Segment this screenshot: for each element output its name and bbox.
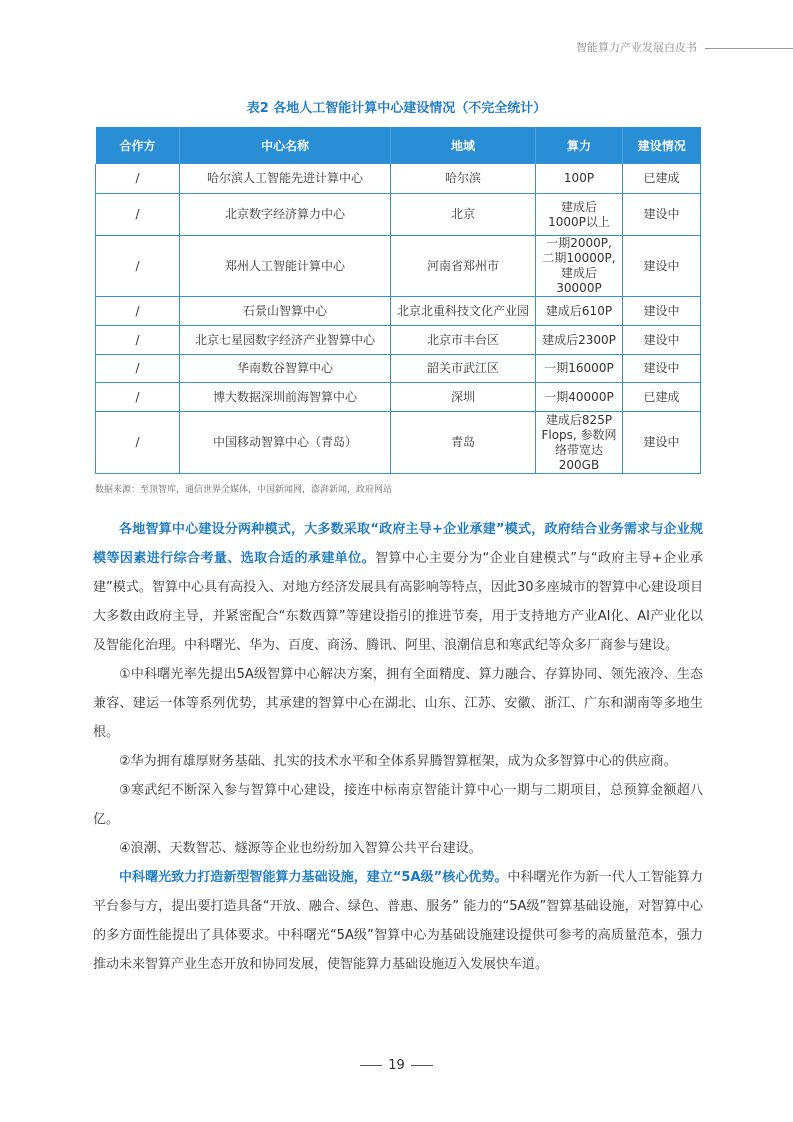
table-row bbox=[96, 297, 701, 326]
footer-rule bbox=[411, 1065, 433, 1066]
table-cell: 建成后2300P bbox=[536, 326, 623, 355]
table-row bbox=[96, 355, 701, 383]
table-cell: / bbox=[96, 236, 180, 297]
table-cell: 100P bbox=[536, 164, 623, 194]
paragraph bbox=[93, 863, 703, 979]
table-row bbox=[96, 164, 701, 194]
footer-rule bbox=[360, 1065, 382, 1066]
paragraph: ③寒武纪不断深入参与智算中心建设，接连中标南京智能计算中心一期与二期项目，总预算金额超八亿。 bbox=[93, 783, 703, 827]
table-row bbox=[96, 194, 701, 236]
column-header: 算力 bbox=[536, 127, 623, 164]
paragraph bbox=[93, 515, 703, 660]
table-cell: 建设中 bbox=[623, 326, 701, 355]
column-header: 建设情况 bbox=[623, 127, 701, 164]
data-table bbox=[95, 127, 701, 474]
table-cell: / bbox=[96, 194, 180, 236]
body-text bbox=[93, 515, 703, 979]
column-header: 地域 bbox=[391, 127, 536, 164]
table-cell: 哈尔滨人工智能先进计算中心 bbox=[180, 164, 391, 194]
table-cell: 郑州人工智能计算中心 bbox=[180, 236, 391, 297]
table-cell: 华南数谷智算中心 bbox=[180, 355, 391, 383]
column-header: 合作方 bbox=[96, 127, 180, 164]
table-cell: 一期40000P bbox=[536, 383, 623, 412]
table-cell: / bbox=[96, 412, 180, 474]
table-cell: 一期16000P bbox=[536, 355, 623, 383]
table-cell: 韶关市武江区 bbox=[391, 355, 536, 383]
table-row bbox=[96, 326, 701, 355]
table-cell: 北京 bbox=[391, 194, 536, 236]
table-cell: 北京数字经济算力中心 bbox=[180, 194, 391, 236]
table-cell: / bbox=[96, 164, 180, 194]
table-cell: / bbox=[96, 383, 180, 412]
table-caption: 表2 各地人工智能计算中心建设情况（不完全统计） bbox=[246, 101, 547, 116]
table-cell: 建设中 bbox=[623, 412, 701, 474]
table-cell: 河南省郑州市 bbox=[391, 236, 536, 297]
table-cell: 建成后825P Flops, 参数网 络带宽达200GB bbox=[536, 412, 623, 474]
table-cell: 建成后 1000P以上 bbox=[536, 194, 623, 236]
table-source-note: 数据来源：至顶智库，通信世界全媒体，中国新闻网，澎湃新闻，政府网站 bbox=[95, 485, 393, 495]
table-cell: 哈尔滨 bbox=[391, 164, 536, 194]
table-cell: 北京北重科技文化产业园 bbox=[391, 297, 536, 326]
highlight-text: 中科曙光致力打造新型智能算力基础设施，建立“5A级”核心优势。 bbox=[119, 870, 508, 885]
table-cell: 已建成 bbox=[623, 164, 701, 194]
table-cell: 中国移动智算中心（青岛） bbox=[180, 412, 391, 474]
table-row bbox=[96, 412, 701, 474]
table-cell: / bbox=[96, 355, 180, 383]
table-cell: / bbox=[96, 326, 180, 355]
paragraph: ①中科曙光率先提出5A级智算中心解决方案，拥有全面精度、算力融合、存算协同、领先液冷、生态兼容、建运一体等系列优势，其承建的智算中心在湖北、山东、江苏、安徽、浙江、广东和湖南等多地生根。 bbox=[93, 667, 703, 740]
paragraph-text: 智算中心主要分为“企业自建模式”与“政府主导+企业承建”模式。智算中心具有高投入、对地方经济发展具有高影响等特点，因此30多座城市的智算中心建设项目大多数由政府主导，并紧密配合“东数西算”等建设指引的推进节奏，用于支持地方产业AI化、AI产业化以及智能化治理。中科曙光、华为、百度、商汤、腾讯、阿里、浪潮信息和寒武纪等众多厂商参与建设。 bbox=[93, 551, 703, 653]
table-cell: 已建成 bbox=[623, 383, 701, 412]
page-footer bbox=[0, 1058, 793, 1073]
table-cell: 建设中 bbox=[623, 297, 701, 326]
table-header-row bbox=[96, 127, 701, 164]
table-cell: 北京七星园数字经济产业智算中心 bbox=[180, 326, 391, 355]
table-row bbox=[96, 383, 701, 412]
page-number: 19 bbox=[388, 1058, 405, 1073]
table-cell: 建设中 bbox=[623, 236, 701, 297]
table-cell: 建成后610P bbox=[536, 297, 623, 326]
table-cell: 青岛 bbox=[391, 412, 536, 474]
paragraph-text: 中科曙光作为新一代人工智能算力平台参与方，提出要打造具备“开放、融合、绿色、普惠、服务” 能力的“5A级”智算基础设施，对智算中心的多方面性能提出了具体要求。中科曙光“5A级”智算中心为基础设施建设提供可参考的高质量范本，强力推动未来智算产业生态开放和协同发展，使智能算力基础设施迈入发展快车道。 bbox=[93, 870, 703, 972]
table-cell: 一期2000P, 二期10000P, 建成后30000P bbox=[536, 236, 623, 297]
paragraph: ②华为拥有雄厚财务基础、扎实的技术水平和全体系昇腾智算框架，成为众多智算中心的供应商。 bbox=[119, 754, 677, 769]
table-cell: 北京市丰台区 bbox=[391, 326, 536, 355]
header-rule bbox=[705, 48, 793, 49]
table-cell: 石景山智算中心 bbox=[180, 297, 391, 326]
paragraph: ④浪潮、天数智芯、燧源等企业也纷纷加入智算公共平台建设。 bbox=[119, 841, 482, 856]
header-title: 智能算力产业发展白皮书 bbox=[576, 41, 697, 54]
table-cell: 深圳 bbox=[391, 383, 536, 412]
column-header: 中心名称 bbox=[180, 127, 391, 164]
table-cell: 建设中 bbox=[623, 194, 701, 236]
table-cell: 建设中 bbox=[623, 355, 701, 383]
highlight-text: 各地智算中心建设分两种模式，大多数采取“政府主导+企业承建”模式，政府结合业务需求与企业规模等因素进行综合考量、选取合适的承建单位。 bbox=[93, 522, 703, 566]
table-cell: / bbox=[96, 297, 180, 326]
table-row bbox=[96, 236, 701, 297]
table-cell: 博大数据深圳前海智算中心 bbox=[180, 383, 391, 412]
